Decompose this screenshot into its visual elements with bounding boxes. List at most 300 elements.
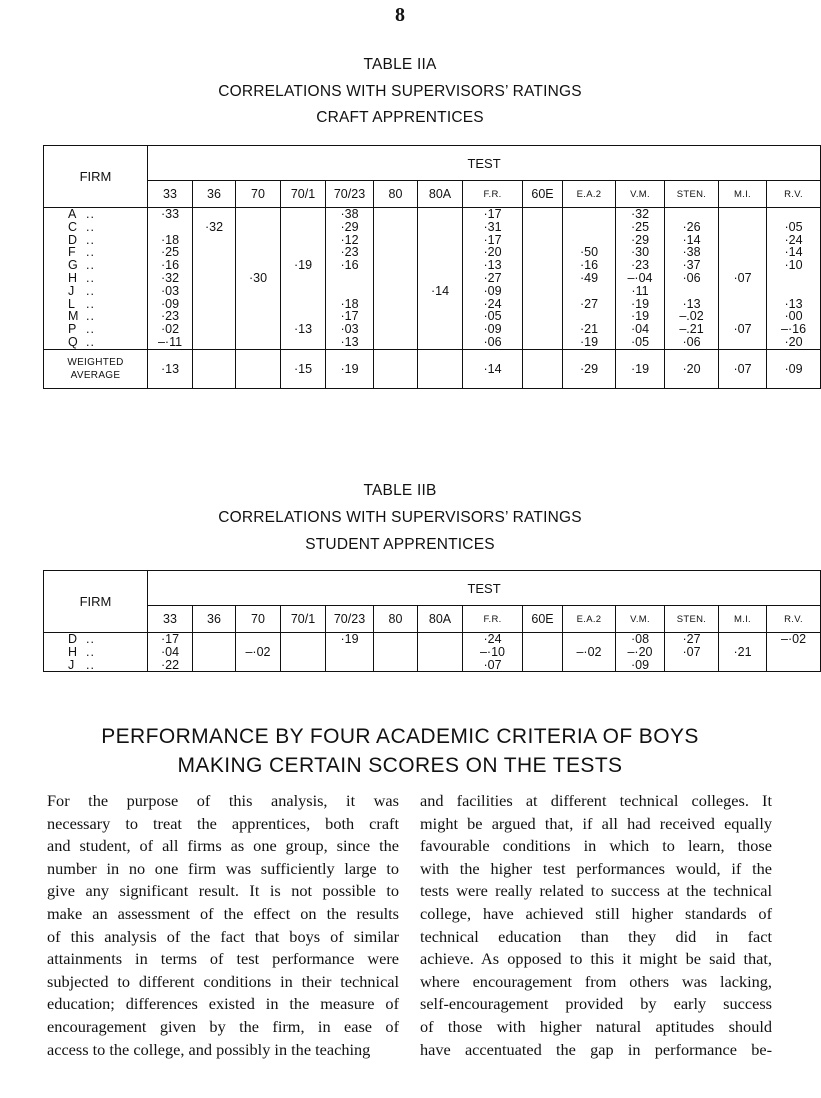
data-cell: ·09 bbox=[630, 657, 650, 672]
data-body-row bbox=[44, 633, 821, 672]
data-cell bbox=[418, 221, 462, 234]
data-cell: ·20 bbox=[483, 245, 502, 260]
data-cell: ·32 bbox=[204, 219, 224, 234]
weighted-average-cell: ·19 bbox=[326, 349, 374, 388]
data-cell bbox=[374, 208, 417, 221]
data-cell bbox=[326, 272, 373, 285]
data-cell: ·23 bbox=[340, 245, 359, 260]
column-header: 60E bbox=[523, 181, 563, 208]
data-cell: ·07 bbox=[483, 657, 502, 672]
data-cell bbox=[374, 310, 417, 323]
table-a-subtitle: CORRELATIONS WITH SUPERVISORS’ RATINGS bbox=[218, 83, 582, 100]
firm-row-label bbox=[44, 659, 147, 672]
weighted-average-cell: ·15 bbox=[281, 349, 326, 388]
column-header: 80A bbox=[418, 606, 463, 633]
data-cell bbox=[193, 646, 235, 659]
data-column bbox=[281, 633, 326, 672]
text-line: encouragement given by the firm, in ease of bbox=[47, 1016, 399, 1036]
data-cell: ·30 bbox=[248, 270, 268, 285]
data-cell bbox=[767, 285, 820, 298]
data-cell bbox=[281, 336, 325, 349]
data-column bbox=[463, 208, 523, 350]
data-cell: ·25 bbox=[160, 245, 180, 260]
column-headers bbox=[44, 606, 821, 633]
data-cell bbox=[719, 208, 766, 221]
firm-letter: D bbox=[68, 232, 78, 247]
data-cell: ·29 bbox=[630, 232, 650, 247]
data-column bbox=[719, 633, 767, 672]
leader-dots: .. bbox=[86, 644, 95, 659]
weighted-average-cell bbox=[523, 349, 563, 388]
data-cell bbox=[326, 646, 373, 659]
data-column bbox=[665, 633, 719, 672]
data-column bbox=[665, 208, 719, 350]
data-cell bbox=[523, 208, 562, 221]
firm-row-label bbox=[44, 285, 147, 298]
data-cell bbox=[665, 659, 718, 672]
data-cell bbox=[523, 259, 562, 272]
data-cell bbox=[719, 285, 766, 298]
data-cell bbox=[767, 208, 820, 221]
data-cell: –·02 bbox=[576, 644, 602, 659]
data-cell bbox=[665, 285, 718, 298]
column-header: 70/1 bbox=[281, 606, 326, 633]
firm-row-label bbox=[44, 323, 147, 336]
page-number: 8 bbox=[395, 4, 405, 26]
data-cell: ·14 bbox=[784, 245, 803, 260]
data-cell bbox=[236, 336, 280, 349]
firm-header: FIRM bbox=[44, 146, 148, 208]
firm-row-label bbox=[44, 633, 147, 646]
text-line: technical education than they did in fact bbox=[420, 926, 772, 946]
weighted-label-line-1: WEIGHTED bbox=[67, 356, 124, 368]
data-cell bbox=[193, 336, 235, 349]
text-line: have accentuated the gap in performance be- bbox=[420, 1039, 772, 1059]
data-cell bbox=[523, 310, 562, 323]
data-column bbox=[767, 633, 821, 672]
data-cell: ·06 bbox=[682, 334, 701, 349]
data-cell bbox=[374, 646, 417, 659]
data-cell: ·24 bbox=[483, 632, 502, 646]
data-cell bbox=[767, 272, 820, 285]
data-cell bbox=[418, 259, 462, 272]
column-header: V.M. bbox=[616, 606, 665, 633]
data-cell: ·04 bbox=[160, 644, 180, 659]
data-cell: –·20 bbox=[627, 644, 653, 659]
data-cell: –·10 bbox=[479, 644, 506, 659]
data-cell: ·09 bbox=[160, 296, 180, 311]
data-cell bbox=[418, 298, 462, 311]
data-cell bbox=[523, 336, 562, 349]
data-column bbox=[719, 208, 767, 350]
text-line: subjected to different conditions in their technical bbox=[47, 971, 399, 991]
firm-row-label bbox=[44, 646, 147, 659]
data-column bbox=[616, 208, 665, 350]
data-cell bbox=[236, 221, 280, 234]
table-b-subtitle-2: STUDENT APPRENTICES bbox=[305, 536, 495, 553]
data-cell: ·18 bbox=[340, 296, 359, 311]
data-cell bbox=[193, 298, 235, 311]
firm-column bbox=[44, 208, 148, 350]
data-cell bbox=[193, 310, 235, 323]
column-headers bbox=[44, 181, 821, 208]
data-column bbox=[463, 633, 523, 672]
data-cell: ·24 bbox=[483, 296, 502, 311]
data-cell: ·32 bbox=[160, 270, 180, 285]
firm-letter: M bbox=[68, 309, 79, 324]
data-cell: ·13 bbox=[682, 296, 701, 311]
data-cell bbox=[236, 310, 280, 323]
column-header: V.M. bbox=[616, 181, 665, 208]
column-header: M.I. bbox=[719, 181, 767, 208]
data-cell: ·11 bbox=[631, 283, 649, 298]
column-header: F.R. bbox=[463, 181, 523, 208]
column-header: 36 bbox=[193, 606, 236, 633]
data-cell bbox=[281, 208, 325, 221]
data-column bbox=[148, 633, 193, 672]
data-cell: ·00 bbox=[784, 309, 803, 324]
data-cell: ·06 bbox=[682, 270, 701, 285]
data-cell: ·38 bbox=[340, 207, 359, 221]
data-cell: ·16 bbox=[340, 258, 359, 273]
data-cell bbox=[281, 272, 325, 285]
firm-row-label bbox=[44, 208, 147, 221]
data-cell bbox=[281, 633, 325, 646]
data-cell bbox=[193, 272, 235, 285]
weighted-average-cell: ·13 bbox=[148, 349, 193, 388]
data-cell bbox=[236, 234, 280, 247]
column-header: 80 bbox=[374, 181, 418, 208]
data-column bbox=[563, 633, 616, 672]
data-cell: ·23 bbox=[630, 258, 650, 273]
data-cell bbox=[236, 659, 280, 672]
column-header: R.V. bbox=[767, 181, 821, 208]
data-cell: ·04 bbox=[630, 322, 650, 337]
data-cell: ·30 bbox=[630, 245, 650, 260]
body-text-left-column bbox=[47, 790, 399, 1061]
firm-letter: P bbox=[68, 322, 77, 337]
firm-letter: D bbox=[68, 632, 78, 646]
data-cell bbox=[719, 234, 766, 247]
table-b bbox=[43, 570, 821, 672]
data-cell: ·19 bbox=[579, 334, 599, 349]
text-line: number in no one firm was sufficiently large to bbox=[47, 858, 399, 878]
column-header: 36 bbox=[193, 181, 236, 208]
data-cell: ·05 bbox=[784, 219, 803, 234]
data-column bbox=[148, 208, 193, 350]
text-line: access to the college, and possibly in the teaching bbox=[47, 1039, 371, 1059]
data-cell bbox=[719, 659, 766, 672]
firm-row-label bbox=[44, 246, 147, 259]
data-cell: ·12 bbox=[340, 232, 359, 247]
table-b-subtitle: CORRELATIONS WITH SUPERVISORS’ RATINGS bbox=[218, 509, 582, 526]
data-cell: ·27 bbox=[682, 632, 701, 646]
column-header: R.V. bbox=[767, 606, 821, 633]
data-cell bbox=[374, 336, 417, 349]
weighted-average-cell bbox=[418, 349, 463, 388]
data-cell bbox=[563, 221, 615, 234]
data-cell: ·37 bbox=[682, 258, 701, 273]
column-header: 33 bbox=[148, 181, 193, 208]
data-cell: ·38 bbox=[682, 245, 701, 260]
data-cell: –·11 bbox=[157, 334, 183, 349]
column-header: M.I. bbox=[719, 606, 767, 633]
data-cell: ·16 bbox=[160, 258, 180, 273]
data-column bbox=[281, 208, 326, 350]
data-cell bbox=[523, 221, 562, 234]
data-cell bbox=[563, 208, 615, 221]
data-cell: ·17 bbox=[160, 632, 180, 646]
table-a-subtitle-2: CRAFT APPRENTICES bbox=[316, 109, 484, 126]
data-column bbox=[326, 208, 374, 350]
data-cell: –·04 bbox=[627, 270, 653, 285]
column-header: E.A.2 bbox=[563, 181, 616, 208]
data-cell: ·49 bbox=[579, 270, 599, 285]
firm-letter: H bbox=[68, 644, 78, 659]
data-cell: ·31 bbox=[483, 219, 502, 234]
data-cell bbox=[236, 323, 280, 336]
data-cell bbox=[563, 659, 615, 672]
data-cell bbox=[193, 246, 235, 259]
data-cell: ·25 bbox=[630, 219, 650, 234]
weighted-average-cell: ·19 bbox=[616, 349, 665, 388]
data-cell bbox=[193, 323, 235, 336]
data-column bbox=[418, 633, 463, 672]
data-cell bbox=[719, 298, 766, 311]
data-cell: ·33 bbox=[160, 207, 180, 221]
column-header: 80A bbox=[418, 181, 463, 208]
leader-dots: .. bbox=[86, 632, 95, 646]
firm-row-label bbox=[44, 259, 147, 272]
column-header: 80 bbox=[374, 606, 418, 633]
data-cell: ·08 bbox=[630, 632, 650, 646]
data-cell bbox=[374, 246, 417, 259]
data-cell bbox=[236, 298, 280, 311]
body-text-right-column bbox=[420, 790, 772, 1061]
firm-row-label bbox=[44, 310, 147, 323]
firm-row-label bbox=[44, 272, 147, 285]
column-header: 33 bbox=[148, 606, 193, 633]
data-cell bbox=[523, 272, 562, 285]
data-cell: ·09 bbox=[483, 322, 502, 337]
section-heading-line-1: PERFORMANCE BY FOUR ACADEMIC CRITERIA OF BOYS bbox=[101, 725, 699, 748]
data-cell bbox=[523, 285, 562, 298]
section-heading-line-2: MAKING CERTAIN SCORES ON THE TESTS bbox=[177, 754, 623, 777]
text-line: tests were really related to success at the technical bbox=[420, 881, 772, 901]
column-header: 70/23 bbox=[326, 606, 374, 633]
data-cell bbox=[281, 659, 325, 672]
weighted-average-cell: ·29 bbox=[563, 349, 616, 388]
leader-dots: .. bbox=[86, 258, 95, 273]
data-cell bbox=[418, 208, 462, 221]
data-cell bbox=[374, 659, 417, 672]
text-line: of those with higher natural aptitudes should bbox=[420, 1016, 772, 1036]
text-line: necessary to treat the apprentices, both craft bbox=[47, 813, 399, 833]
table-b-title: TABLE IIB bbox=[363, 482, 437, 499]
data-column bbox=[236, 633, 281, 672]
data-cell bbox=[665, 208, 718, 221]
data-cell bbox=[374, 221, 417, 234]
firm-letter: A bbox=[68, 207, 77, 221]
data-cell: ·20 bbox=[784, 334, 803, 349]
data-cell: –.02 bbox=[679, 309, 704, 324]
firm-letter: J bbox=[68, 657, 75, 672]
data-cell bbox=[523, 323, 562, 336]
leader-dots: .. bbox=[86, 334, 95, 349]
data-cell bbox=[374, 298, 417, 311]
data-cell bbox=[563, 285, 615, 298]
data-cell: ·19 bbox=[630, 309, 650, 324]
data-cell: ·17 bbox=[483, 207, 502, 221]
data-cell: ·14 bbox=[682, 232, 701, 247]
text-line: education; differences existed in the measure of bbox=[47, 994, 399, 1014]
weighted-average-cell bbox=[236, 349, 281, 388]
data-cell: ·17 bbox=[483, 232, 502, 247]
data-cell: ·19 bbox=[340, 632, 359, 646]
data-cell: ·22 bbox=[160, 657, 180, 672]
data-cell bbox=[418, 310, 462, 323]
data-cell: ·03 bbox=[340, 322, 359, 337]
text-line: attainments in terms of test performance were bbox=[47, 949, 399, 969]
data-cell bbox=[563, 633, 615, 646]
data-cell bbox=[523, 646, 562, 659]
data-cell bbox=[523, 298, 562, 311]
weighted-average-cell: ·09 bbox=[767, 349, 821, 388]
data-cell: ·07 bbox=[733, 270, 752, 285]
weighted-average-cell: ·07 bbox=[719, 349, 767, 388]
firm-letter: G bbox=[68, 258, 78, 273]
data-cell: ·03 bbox=[160, 283, 180, 298]
column-header: STEN. bbox=[665, 181, 719, 208]
data-cell: ·16 bbox=[579, 258, 599, 273]
data-cell: ·21 bbox=[733, 644, 752, 659]
data-column bbox=[374, 208, 418, 350]
data-cell bbox=[523, 659, 562, 672]
data-cell bbox=[236, 285, 280, 298]
text-line: and facilities at different technical colleges. It bbox=[420, 791, 772, 810]
text-line: with the higher test performances would, if the bbox=[420, 858, 772, 878]
firm-letter: Q bbox=[68, 334, 78, 349]
data-column bbox=[563, 208, 616, 350]
data-cell bbox=[418, 246, 462, 259]
data-cell: –·02 bbox=[781, 632, 807, 646]
text-line: and student, of all firms as one group, since the bbox=[47, 836, 399, 856]
text-line: achieve. As opposed to this it might be said that, bbox=[420, 949, 772, 969]
text-line: where encouragement from others was lacking, bbox=[420, 971, 772, 991]
data-cell: –·02 bbox=[245, 644, 271, 659]
text-line: favourable conditions in which to learn, those bbox=[420, 836, 772, 856]
column-header: 60E bbox=[523, 606, 563, 633]
column-header: 70 bbox=[236, 181, 281, 208]
data-cell bbox=[418, 272, 462, 285]
data-cell: ·14 bbox=[430, 283, 450, 298]
table-a bbox=[43, 145, 821, 389]
data-cell bbox=[418, 323, 462, 336]
weighted-average-cell: ·14 bbox=[463, 349, 523, 388]
data-cell: ·02 bbox=[160, 322, 180, 337]
column-header: 70/1 bbox=[281, 181, 326, 208]
leader-dots: .. bbox=[86, 296, 95, 311]
data-cell bbox=[193, 208, 235, 221]
data-cell bbox=[719, 246, 766, 259]
data-column bbox=[418, 208, 463, 350]
data-cell bbox=[374, 234, 417, 247]
data-cell bbox=[193, 234, 235, 247]
data-cell bbox=[418, 646, 462, 659]
data-cell bbox=[719, 633, 766, 646]
column-header: E.A.2 bbox=[563, 606, 616, 633]
data-column bbox=[767, 208, 821, 350]
weighted-average-cell bbox=[374, 349, 418, 388]
firm-letter: L bbox=[68, 296, 75, 311]
leader-dots: .. bbox=[86, 322, 95, 337]
weighted-average-cell: ·20 bbox=[665, 349, 719, 388]
data-cell bbox=[281, 285, 325, 298]
data-cell: ·09 bbox=[483, 283, 502, 298]
column-header: 70 bbox=[236, 606, 281, 633]
data-cell bbox=[281, 646, 325, 659]
leader-dots: .. bbox=[86, 207, 95, 221]
data-cell bbox=[236, 633, 280, 646]
data-cell bbox=[418, 633, 462, 646]
column-header: STEN. bbox=[665, 606, 719, 633]
data-cell bbox=[193, 659, 235, 672]
column-header: 70/23 bbox=[326, 181, 374, 208]
data-cell bbox=[193, 259, 235, 272]
data-cell bbox=[326, 285, 373, 298]
data-cell bbox=[281, 221, 325, 234]
data-cell bbox=[281, 298, 325, 311]
text-line: of this analysis of the fact that boys of similar bbox=[47, 926, 399, 946]
data-cell bbox=[326, 659, 373, 672]
data-cell bbox=[374, 272, 417, 285]
data-column bbox=[193, 208, 236, 350]
test-header: TEST bbox=[148, 146, 821, 181]
leader-dots: .. bbox=[86, 232, 95, 247]
data-column bbox=[523, 633, 563, 672]
data-cell: –·16 bbox=[781, 322, 807, 337]
leader-dots: .. bbox=[86, 270, 95, 285]
data-cell bbox=[193, 285, 235, 298]
data-cell bbox=[236, 208, 280, 221]
data-cell bbox=[719, 221, 766, 234]
data-cell bbox=[523, 633, 562, 646]
text-line: give any significant result. It is not possible to bbox=[47, 881, 399, 901]
leader-dots: .. bbox=[86, 309, 95, 324]
data-column bbox=[616, 633, 665, 672]
leader-dots: .. bbox=[86, 283, 95, 298]
data-body-row bbox=[44, 208, 821, 350]
data-cell: ·29 bbox=[340, 219, 359, 234]
firm-letter: C bbox=[68, 219, 78, 234]
leader-dots: .. bbox=[86, 657, 95, 672]
data-cell: ·07 bbox=[733, 322, 752, 337]
data-column bbox=[523, 208, 563, 350]
data-cell: ·10 bbox=[784, 258, 803, 273]
data-cell bbox=[374, 633, 417, 646]
weighted-label-line-2: AVERAGE bbox=[70, 369, 121, 381]
data-cell: ·18 bbox=[160, 232, 180, 247]
data-cell: ·13 bbox=[340, 334, 359, 349]
firm-letter: J bbox=[68, 283, 75, 298]
test-header: TEST bbox=[148, 571, 821, 606]
data-column bbox=[193, 633, 236, 672]
data-cell bbox=[418, 659, 462, 672]
data-cell: ·21 bbox=[579, 322, 599, 337]
data-cell: ·50 bbox=[579, 245, 599, 260]
data-cell: ·07 bbox=[682, 644, 701, 659]
data-cell bbox=[767, 646, 820, 659]
